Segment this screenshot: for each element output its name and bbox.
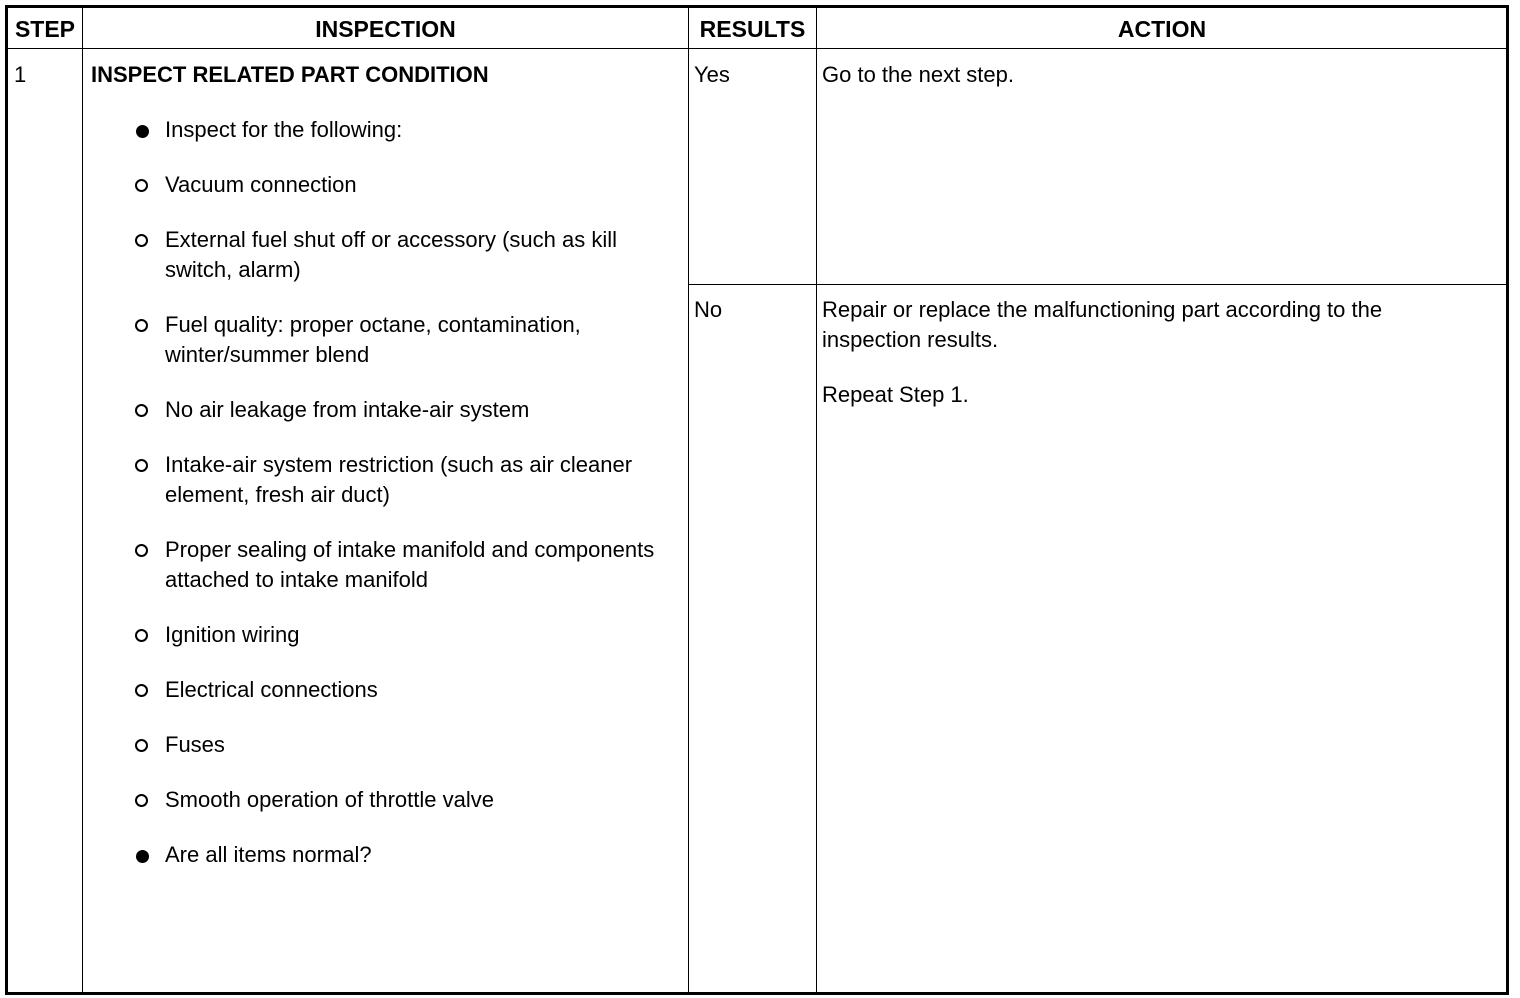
action-yes bbox=[822, 60, 1502, 115]
action-text: Repeat Step 1. bbox=[822, 382, 969, 407]
circle-bullet-icon bbox=[135, 234, 148, 247]
sub-item-list bbox=[89, 170, 689, 815]
sub-item-text: Fuel quality: proper octane, contamination, winter/summer blend bbox=[165, 312, 581, 367]
circle-bullet-icon bbox=[135, 459, 148, 472]
sub-item bbox=[89, 620, 689, 650]
inspection-cell bbox=[89, 60, 689, 895]
inspection-title: INSPECT RELATED PART CONDITION bbox=[91, 62, 489, 87]
result-yes: Yes bbox=[694, 62, 730, 87]
sub-item-text: No air leakage from intake-air system bbox=[165, 397, 530, 422]
sub-item bbox=[89, 535, 689, 595]
sub-item-text: Smooth operation of throttle valve bbox=[165, 787, 494, 812]
sub-item-text: Fuses bbox=[165, 732, 225, 757]
sub-item-text: Ignition wiring bbox=[165, 622, 300, 647]
inspection-table bbox=[5, 5, 1509, 995]
sub-item-text: Electrical connections bbox=[165, 677, 378, 702]
column-divider bbox=[82, 8, 83, 992]
header-step: STEP bbox=[14, 16, 76, 42]
sub-item-text: Proper sealing of intake manifold and components attached to intake manifold bbox=[165, 537, 655, 592]
circle-bullet-icon bbox=[135, 684, 148, 697]
bullet-icon bbox=[136, 125, 149, 138]
step-number: 1 bbox=[14, 62, 27, 87]
circle-bullet-icon bbox=[135, 404, 148, 417]
circle-bullet-icon bbox=[135, 629, 148, 642]
sub-item-text: Vacuum connection bbox=[165, 172, 357, 197]
action-text: Go to the next step. bbox=[822, 62, 1015, 87]
header-action: ACTION bbox=[1117, 16, 1207, 42]
circle-bullet-icon bbox=[135, 544, 148, 557]
bullet-item bbox=[89, 840, 689, 870]
action-no bbox=[822, 295, 1482, 435]
sub-item bbox=[89, 675, 689, 705]
circle-bullet-icon bbox=[135, 739, 148, 752]
circle-bullet-icon bbox=[135, 794, 148, 807]
result-divider bbox=[688, 284, 1506, 285]
sub-item bbox=[89, 785, 689, 815]
sub-item bbox=[89, 395, 689, 425]
sub-item bbox=[89, 450, 689, 510]
bullet-question: Are all items normal? bbox=[165, 842, 372, 867]
header-inspection: INSPECTION bbox=[315, 16, 456, 42]
sub-item bbox=[89, 225, 689, 285]
sub-item-text: Intake-air system restriction (such as air cleaner element, fresh air duct) bbox=[165, 452, 633, 507]
sub-item-text: External fuel shut off or accessory (such as kill switch, alarm) bbox=[165, 227, 618, 282]
bullet-icon bbox=[136, 850, 149, 863]
action-text: Repair or replace the malfunctioning part according to the inspection results. bbox=[822, 297, 1383, 352]
sub-item bbox=[89, 170, 689, 200]
bullet-intro: Inspect for the following: bbox=[165, 117, 403, 142]
sub-item bbox=[89, 310, 689, 370]
sub-item bbox=[89, 730, 689, 760]
result-no: No bbox=[694, 297, 723, 322]
bullet-item bbox=[89, 115, 689, 145]
circle-bullet-icon bbox=[135, 319, 148, 332]
header-results: RESULTS bbox=[699, 16, 806, 42]
column-divider bbox=[816, 8, 817, 992]
circle-bullet-icon bbox=[135, 179, 148, 192]
